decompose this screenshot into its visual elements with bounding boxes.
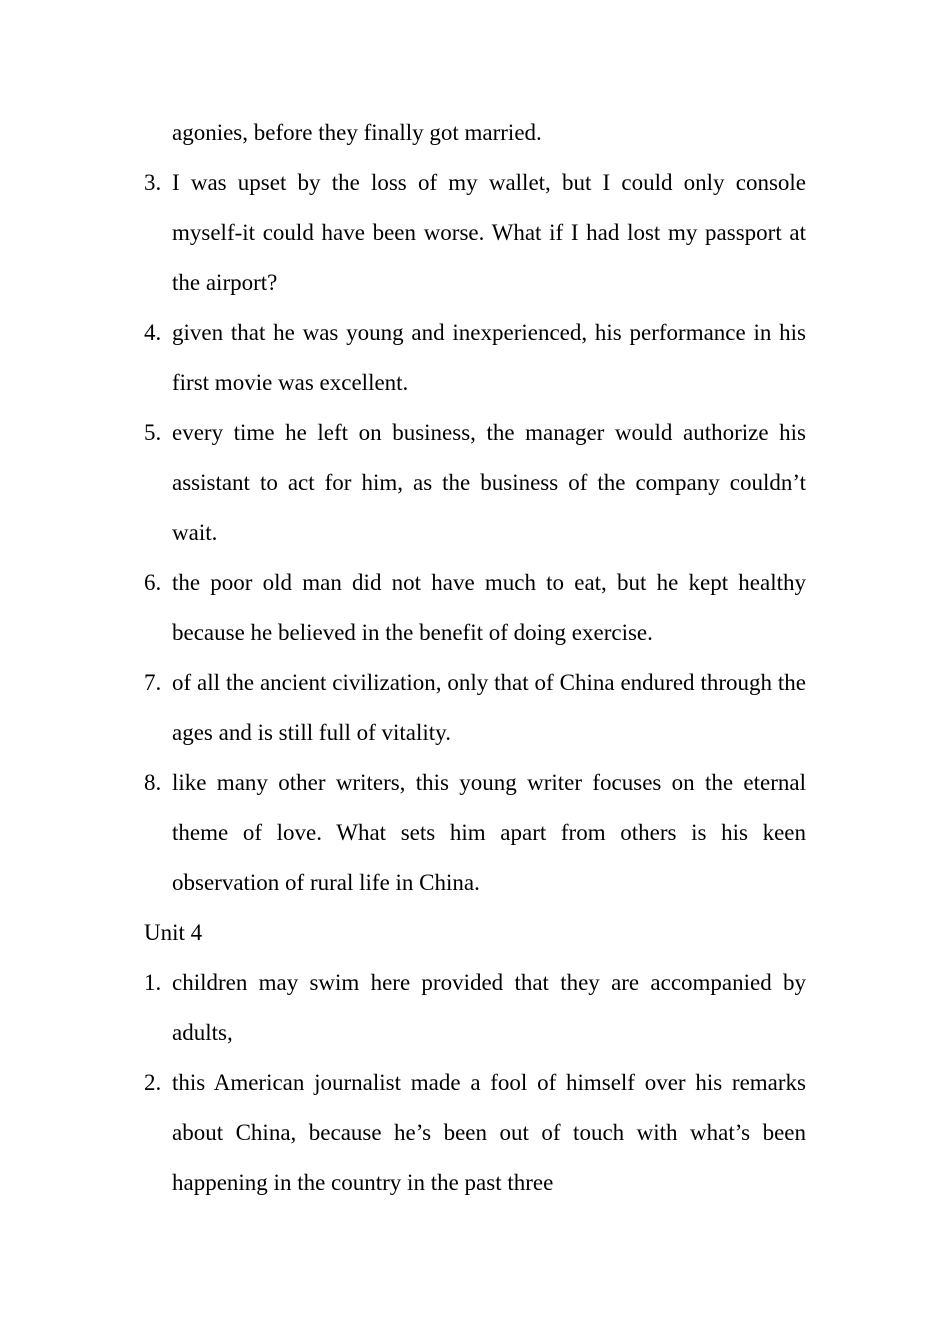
item-text: the poor old man did not have much to eat, but he kept healthy because he believed in the benefit of doing exercise. [172,570,806,645]
document-body [144,108,806,1208]
item-number: 4. [144,320,162,345]
item-text: children may swim here provided that they are accompanied by adults, [172,970,806,1045]
item-number: 2. [144,1070,162,1095]
list-item [144,958,806,1058]
list-item [144,658,806,758]
item-number: 3. [144,170,162,195]
item-text: every time he left on business, the manager would authorize his assistant to act for him, as the business of the company couldn’t wait. [172,420,806,545]
item-number: 5. [144,420,162,445]
item-text: I was upset by the loss of my wallet, but I could only console myself-it could have been worse. What if I had lost my passport at the airport? [172,170,806,295]
list-item [144,758,806,908]
item-number: 1. [144,970,162,995]
item-text: of all the ancient civilization, only that of China endured through the ages and is still full of vitality. [172,670,806,745]
list-item [144,558,806,658]
continuation-text: agonies, before they finally got married. [172,120,542,145]
item-number: 7. [144,670,162,695]
item-text: like many other writers, this young writer focuses on the eternal theme of love. What sets him apart from others is his keen observation of rural life in China. [172,770,806,895]
item-text: this American journalist made a fool of himself over his remarks about China, because he’s been out of touch with what’s been happening in the country in the past three [172,1070,806,1195]
item-number: 6. [144,570,162,595]
item-number: 8. [144,770,162,795]
list-item [144,1058,806,1208]
list-item [144,308,806,408]
list-item [144,408,806,558]
list-item [144,158,806,308]
section-heading: Unit 4 [144,920,203,945]
item-text: given that he was young and inexperienced, his performance in his first movie was excellent. [172,320,806,395]
